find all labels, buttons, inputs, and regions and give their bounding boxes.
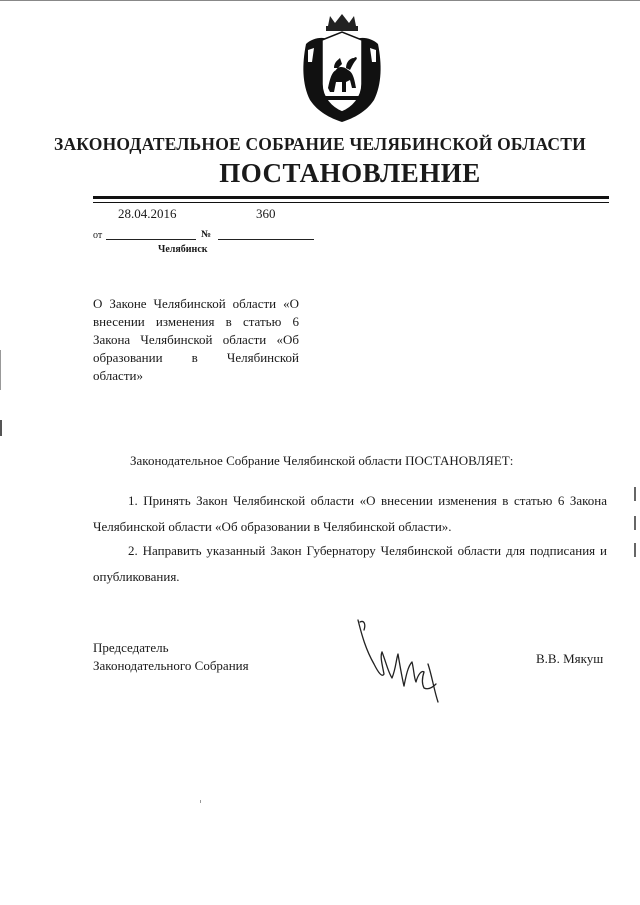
signatory-title-line: Председатель <box>93 640 169 655</box>
city-name: Челябинск <box>158 244 208 255</box>
handwritten-signature <box>352 616 448 706</box>
resolution-item: 2. Направить указанный Закон Губернатору Челябинской области для подписания и опубликования. <box>93 543 607 584</box>
scan-edge-mark <box>0 350 1 390</box>
resolution-item: 1. Принять Закон Челябинской области «О внесении изменения в статью 6 Закона Челябинской области «Об образовании в Челябинской области». <box>93 493 607 534</box>
document-type-heading: ПОСТАНОВЛЕНИЕ <box>219 158 481 188</box>
date-underline <box>106 239 196 240</box>
resolution-preamble: Законодательное Собрание Челябинской области ПОСТАНОВЛЯЕТ: <box>130 453 514 468</box>
document-number: 360 <box>256 206 276 221</box>
scan-edge-mark <box>634 487 636 501</box>
scan-speck <box>200 800 201 803</box>
signatory-title-line: Законодательного Собрания <box>93 658 249 673</box>
header-divider-thick <box>93 196 609 199</box>
scan-edge-mark <box>634 543 636 557</box>
scan-edge-mark <box>634 516 636 530</box>
document-subject: О Законе Челябинской области «О внесении изменения в статью 6 Закона Челябинской области «Об образовании в Челябинской области» <box>93 296 299 383</box>
organization-title: ЗАКОНОДАТЕЛЬНОЕ СОБРАНИЕ ЧЕЛЯБИНСКОЙ ОБЛАСТИ <box>54 134 586 154</box>
document-date: 28.04.2016 <box>118 206 177 221</box>
number-label: № <box>201 229 212 240</box>
signatory-title <box>93 639 249 675</box>
date-label: от <box>93 230 103 241</box>
scan-edge-mark <box>0 420 2 436</box>
signatory-name: В.В. Мякуш <box>536 651 604 666</box>
header-divider-thin <box>93 202 609 203</box>
scan-top-border <box>0 0 640 4</box>
number-underline <box>218 239 314 240</box>
coat-of-arms-icon <box>300 14 384 126</box>
